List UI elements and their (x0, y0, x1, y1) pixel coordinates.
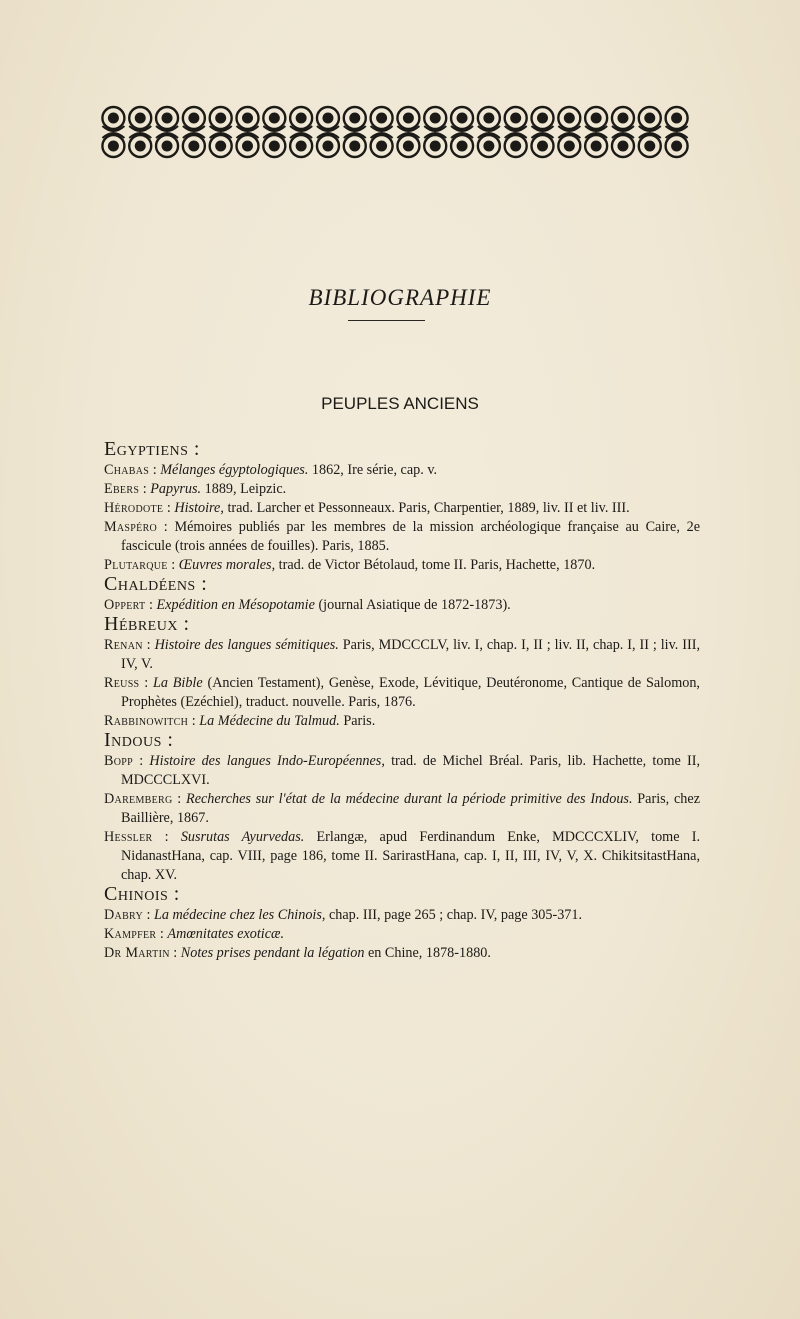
entry-author: Bopp (104, 753, 134, 769)
entry-author: Maspéro (104, 519, 158, 535)
ornament-motif (317, 133, 339, 157)
entry-title: Susrutas Ayurvedas. (180, 829, 305, 845)
ornament-motif (317, 107, 339, 131)
entry-separator: : (152, 829, 181, 845)
entry-author: Dr Martin (104, 945, 170, 961)
entry-details: Paris, MDCCCLV, liv. I, chap. I, II ; liv. II, chap. I, II ; liv. III, IV, V. (121, 637, 700, 672)
entry-title: La médecine chez les Chinois, (154, 907, 326, 923)
ornament-motif (478, 107, 500, 131)
ornament-motif (478, 133, 500, 157)
page-title: BIBLIOGRAPHIE (308, 285, 492, 311)
ornament-motif (102, 107, 124, 131)
ornamental-border (100, 104, 690, 162)
page-subtitle: PEUPLES ANCIENS (321, 394, 479, 413)
entry-title: Papyrus. (150, 481, 202, 497)
bibliography-entry (104, 674, 700, 712)
entry-separator: : (145, 597, 157, 613)
entry-details: (journal Asiatique de 1872-1873). (314, 597, 511, 613)
ornament-motif (344, 107, 366, 131)
entry-title: Histoire, (174, 500, 224, 516)
entry-author: Dabry (104, 907, 143, 923)
ornament-motif (102, 133, 124, 157)
ornament-motif (263, 107, 285, 131)
entry-details: en Chine, 1878-1880. (364, 945, 491, 961)
bibliography-entry (104, 480, 700, 499)
entry-author: Plutarque (104, 557, 168, 573)
ornament-motif (371, 133, 393, 157)
ornament-motif (183, 107, 205, 131)
ornament-motif (666, 133, 688, 157)
entry-details: chap. III, page 265 ; chap. IV, page 305-371. (325, 907, 583, 923)
ornament-motif (666, 107, 688, 131)
entry-author: Renan (104, 637, 143, 653)
bibliography-entry (104, 596, 700, 615)
ornament-motif (290, 107, 312, 131)
entry-author: Rabbinowitch (104, 713, 189, 729)
entry-separator: : (167, 557, 179, 573)
entry-author: Ebers (104, 481, 140, 497)
ornament-motif (237, 133, 259, 157)
entry-details: 1862, Ire série, cap. v. (308, 462, 438, 478)
ornament-motif (639, 133, 661, 157)
ornament-motif (129, 133, 151, 157)
entry-details: Paris, chez Baillière, 1867. (121, 791, 700, 826)
ornament-motif (558, 107, 580, 131)
entry-title: Recherches sur l'état de la médecine durant la période primitive des Indous. (186, 791, 633, 807)
entry-separator: : (149, 462, 161, 478)
bibliography-entry (104, 828, 700, 885)
ornament-motif (263, 133, 285, 157)
entry-details: 1889, Leipzic. (201, 481, 287, 497)
ornament-motif (639, 107, 661, 131)
entry-separator: : (142, 637, 155, 653)
bibliography-entry (104, 790, 700, 828)
ornament-motif (397, 107, 419, 131)
entry-title: Amœnitates exoticæ. (167, 926, 285, 942)
ornament-motif (156, 133, 178, 157)
section-heading: Chinois : (104, 883, 180, 905)
ornament-motif (585, 133, 607, 157)
entry-title: Œuvres morales, (178, 557, 276, 573)
bibliography-entry (104, 461, 700, 480)
entry-title: Histoire des langues Indo-Européennes, (149, 753, 385, 769)
ornament-motif (532, 107, 554, 131)
bibliography-body (104, 440, 700, 963)
ornament-motif (424, 133, 446, 157)
ornament-motif (612, 107, 634, 131)
bibliography-entry (104, 925, 700, 944)
entry-details: (Ancien Testament), Genèse, Exode, Lévitique, Deutéronome, Cantique de Salomon, Prophètes (Ezéchiel), traduct. nouvelle. Paris, 1876. (121, 675, 700, 710)
ornament-motif (156, 107, 178, 131)
entry-title: Mélanges égyptologiques. (160, 462, 309, 478)
ornament-motif (210, 107, 232, 131)
entry-separator: : (139, 481, 151, 497)
bibliography-entry (104, 518, 700, 556)
ornament-motif (612, 133, 634, 157)
entry-separator: : (172, 791, 187, 807)
entry-separator: : (139, 675, 153, 691)
entry-separator: : (169, 945, 181, 961)
entry-separator: : (156, 926, 168, 942)
entry-author: Kampfer (104, 926, 157, 942)
entry-author: Hessler (104, 829, 153, 845)
ornament-motif (424, 107, 446, 131)
entry-title: La Médecine du Talmud. (199, 713, 340, 729)
ornament-motif (210, 133, 232, 157)
entry-details: trad. de Victor Bétolaud, tome II. Paris, Hachette, 1870. (275, 557, 596, 573)
ornament-motif (451, 107, 473, 131)
entry-separator: : (163, 500, 175, 516)
entry-separator: : (188, 713, 200, 729)
ornament-motif (397, 133, 419, 157)
ornament-motif (451, 133, 473, 157)
entry-details: trad. Larcher et Pessonneaux. Paris, Charpentier, 1889, liv. II et liv. III. (223, 500, 630, 516)
section-heading: Chaldéens : (104, 573, 208, 595)
ornament-motif (371, 107, 393, 131)
ornament-motif (505, 133, 527, 157)
ornament-motif (505, 107, 527, 131)
bibliography-entry (104, 499, 700, 518)
entry-author: Oppert (104, 597, 146, 613)
entry-author: Reuss (104, 675, 140, 691)
entry-details: Paris. (339, 713, 376, 729)
entry-title: Notes prises pendant la légation (180, 945, 365, 961)
ornament-motif (290, 133, 312, 157)
entry-separator: : (133, 753, 150, 769)
entry-author: Daremberg (104, 791, 173, 807)
section-heading: Egyptiens : (104, 438, 200, 460)
section-heading: Hébreux : (104, 613, 190, 635)
ornament-motif (532, 133, 554, 157)
entry-details: Erlangæ, apud Ferdinandum Enke, MDCCCXLIV, tome I. NidanastHana, cap. VIII, page 186, tome II. SarirastHana, cap. I, II, III, IV, V, X. ChikitsitastHana, chap. XV. (121, 829, 700, 883)
bibliography-entry (104, 752, 700, 790)
entry-details: Mémoires publiés par les membres de la mission archéologique française au Caire, 2e fascicule (trois années de fouilles). Paris, 1885. (121, 519, 700, 554)
ornament-motif (237, 107, 259, 131)
entry-title: Histoire des langues sémitiques. (154, 637, 339, 653)
ornament-motif (344, 133, 366, 157)
entry-author: Hérodote (104, 500, 164, 516)
ornament-motif (129, 107, 151, 131)
bibliography-entry (104, 712, 700, 731)
ornament-motif (585, 107, 607, 131)
title-rule (348, 320, 425, 321)
entry-separator: : (157, 519, 175, 535)
entry-details: trad. de Michel Bréal. Paris, lib. Hachette, tome II, MDCCCLXVI. (121, 753, 700, 788)
ornament-motif (558, 133, 580, 157)
entry-author: Chabas (104, 462, 150, 478)
bibliography-entry (104, 636, 700, 674)
entry-title: Expédition en Mésopotamie (156, 597, 315, 613)
entry-title: La Bible (152, 675, 203, 691)
entry-separator: : (142, 907, 155, 923)
section-heading: Indous : (104, 729, 174, 751)
bibliography-entry (104, 906, 700, 925)
bibliography-entry (104, 944, 700, 963)
ornament-motif (183, 133, 205, 157)
